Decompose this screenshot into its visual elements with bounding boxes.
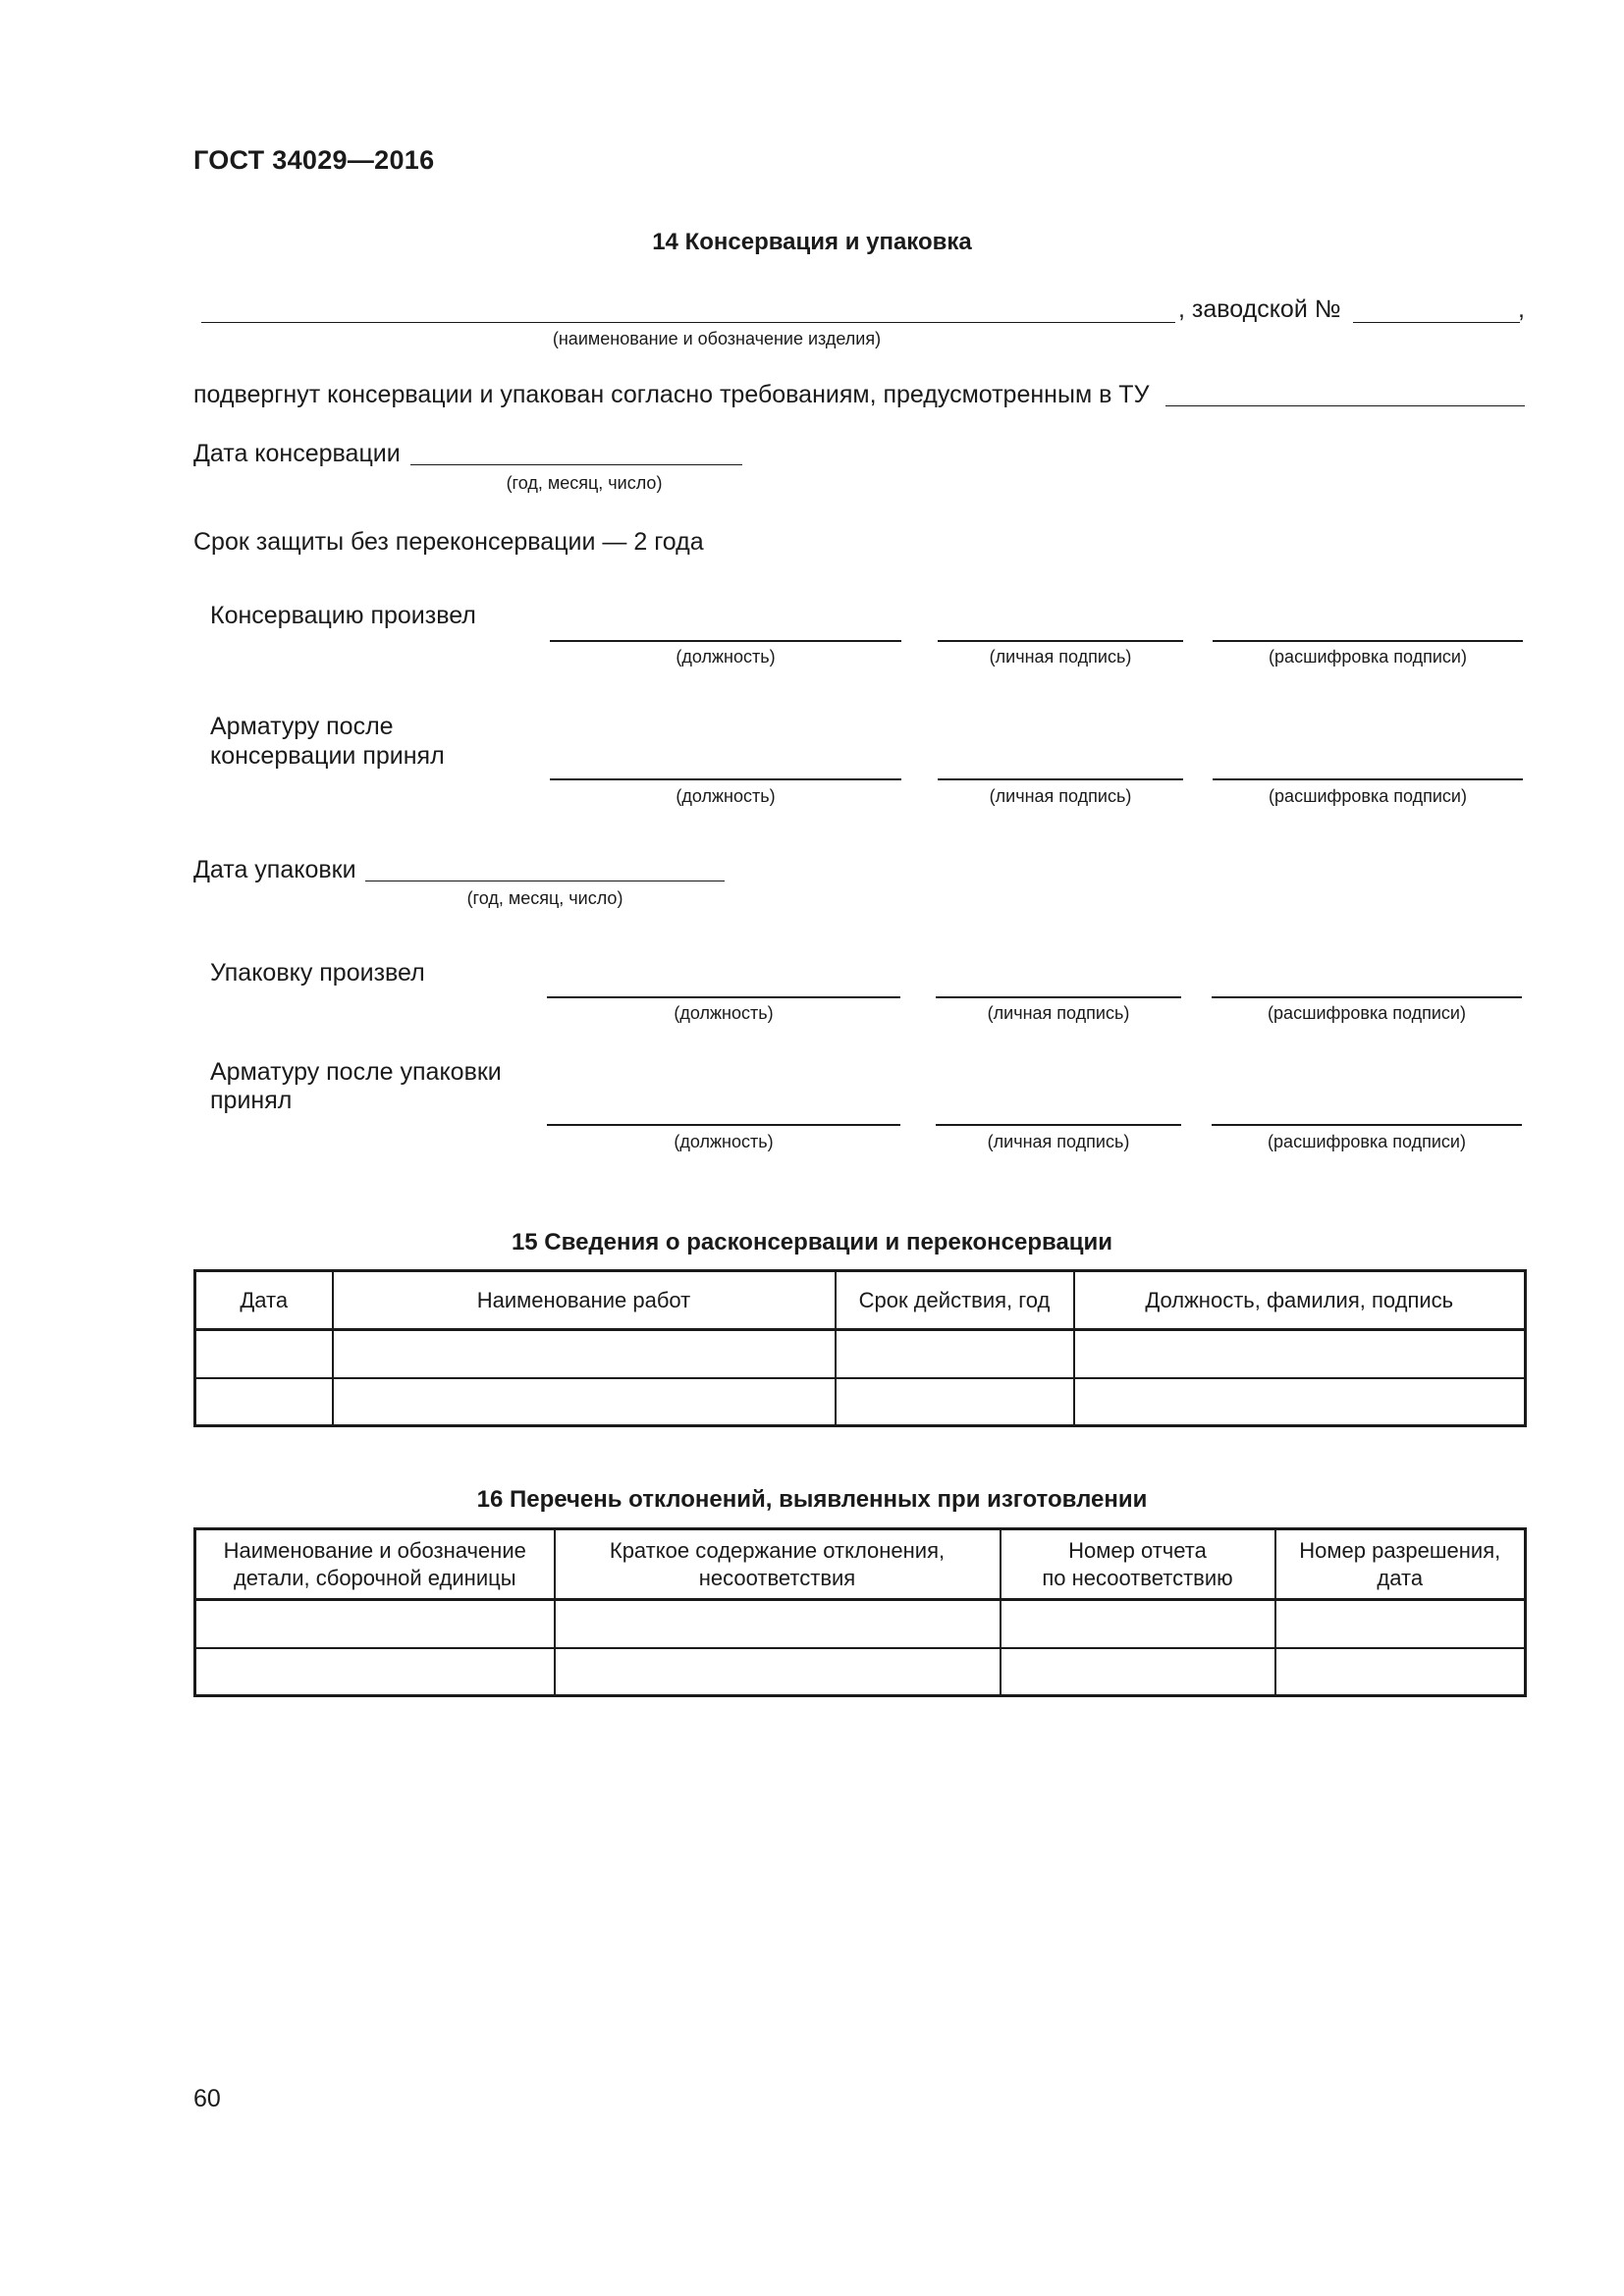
- table-cell[interactable]: [1074, 1330, 1526, 1378]
- sig1-decoding-line[interactable]: [1213, 640, 1523, 642]
- table-cell[interactable]: [195, 1600, 555, 1648]
- table-cell[interactable]: [195, 1648, 555, 1696]
- table-cell[interactable]: [555, 1648, 1001, 1696]
- conservation-date-label: Дата консервации: [193, 440, 401, 467]
- table-cell[interactable]: [1001, 1648, 1275, 1696]
- table-cell[interactable]: [1275, 1648, 1526, 1696]
- subjected-text: подвергнут консервации и упакован согласно требованиям, предусмотренным в ТУ: [193, 381, 1150, 408]
- sig1-position-caption: (должность): [676, 647, 776, 667]
- packing-date-caption: (год, месяц, число): [466, 888, 623, 908]
- table-row: [195, 1330, 1526, 1378]
- packing-date-label: Дата упаковки: [193, 856, 356, 883]
- sig2-signature-line[interactable]: [938, 778, 1183, 780]
- table-header-row: [195, 1529, 1526, 1600]
- col-work-name: Наименование работ: [333, 1271, 836, 1330]
- sig2-label-line2: консервации принял: [210, 742, 445, 770]
- table-cell[interactable]: [195, 1330, 333, 1378]
- sig2-position-caption: (должность): [676, 786, 776, 806]
- sig4-label-line2: принял: [210, 1087, 293, 1114]
- sig3-signature-line[interactable]: [936, 996, 1181, 998]
- document-code: ГОСТ 34029—2016: [193, 145, 435, 175]
- col-permit-number: Номер разрешения, дата: [1275, 1529, 1526, 1600]
- sig1-signature-line[interactable]: [938, 640, 1183, 642]
- sig2-signature-caption: (личная подпись): [989, 786, 1132, 806]
- table-cell[interactable]: [195, 1378, 333, 1426]
- col-position-name-signature: Должность, фамилия, подпись: [1074, 1271, 1526, 1330]
- page-number: 60: [193, 2085, 221, 2112]
- table-cell[interactable]: [1074, 1378, 1526, 1426]
- col-part-name: Наименование и обозначение детали, сборочной единицы: [195, 1529, 555, 1600]
- deviations-table: [193, 1527, 1527, 1697]
- table-cell[interactable]: [836, 1330, 1074, 1378]
- table-row: [195, 1600, 1526, 1648]
- col-deviation-summary: Краткое содержание отклонения, несоответствия: [555, 1529, 1001, 1600]
- sig2-decoding-caption: (расшифровка подписи): [1269, 786, 1467, 806]
- sig4-label-line1: Арматуру после упаковки: [210, 1058, 502, 1086]
- sig2-label-line1: Арматуру после: [210, 713, 394, 740]
- sig4-decoding-caption: (расшифровка подписи): [1268, 1132, 1466, 1151]
- section-16-title: 16 Перечень отклонений, выявленных при изготовлении: [476, 1486, 1148, 1513]
- tu-line[interactable]: [1165, 405, 1525, 406]
- table-cell[interactable]: [836, 1378, 1074, 1426]
- table-row: [195, 1648, 1526, 1696]
- section-15-title: 15 Сведения о расконсервации и переконсервации: [511, 1229, 1113, 1255]
- col-report-number: Номер отчета по несоответствию: [1001, 1529, 1275, 1600]
- table-cell[interactable]: [333, 1378, 836, 1426]
- sig3-position-line[interactable]: [547, 996, 900, 998]
- product-caption: (наименование и обозначение изделия): [552, 329, 882, 348]
- col-date: Дата: [195, 1271, 333, 1330]
- table-cell[interactable]: [1001, 1600, 1275, 1648]
- factory-number-line[interactable]: [1353, 322, 1520, 323]
- col-validity: Срок действия, год: [836, 1271, 1074, 1330]
- table-header-row: [195, 1271, 1526, 1330]
- table-cell[interactable]: [1275, 1600, 1526, 1648]
- sig4-signature-line[interactable]: [936, 1124, 1181, 1126]
- factory-number-label: , заводской №: [1178, 295, 1341, 323]
- sig3-position-caption: (должность): [674, 1003, 774, 1023]
- sig4-position-line[interactable]: [547, 1124, 900, 1126]
- trailing-comma: ,: [1518, 295, 1525, 323]
- section-14-title: 14 Консервация и упаковка: [652, 229, 972, 255]
- product-name-line[interactable]: [201, 322, 1175, 323]
- sig1-signature-caption: (личная подпись): [989, 647, 1132, 667]
- sig3-decoding-line[interactable]: [1212, 996, 1522, 998]
- sig4-position-caption: (должность): [674, 1132, 774, 1151]
- sig2-position-line[interactable]: [550, 778, 901, 780]
- table-cell[interactable]: [555, 1600, 1001, 1648]
- sig3-label: Упаковку произвел: [210, 959, 425, 987]
- conservation-date-line[interactable]: [410, 464, 742, 465]
- sig1-label: Консервацию произвел: [210, 602, 476, 629]
- sig3-signature-caption: (личная подпись): [987, 1003, 1130, 1023]
- sig3-decoding-caption: (расшифровка подписи): [1268, 1003, 1466, 1023]
- sig1-position-line[interactable]: [550, 640, 901, 642]
- protection-term: Срок защиты без переконсервации — 2 года: [193, 528, 704, 556]
- sig2-decoding-line[interactable]: [1213, 778, 1523, 780]
- conservation-date-caption: (год, месяц, число): [506, 473, 663, 493]
- recon-table: [193, 1269, 1527, 1427]
- table-row: [195, 1378, 1526, 1426]
- sig4-decoding-line[interactable]: [1212, 1124, 1522, 1126]
- sig1-decoding-caption: (расшифровка подписи): [1269, 647, 1467, 667]
- table-cell[interactable]: [333, 1330, 836, 1378]
- sig4-signature-caption: (личная подпись): [987, 1132, 1130, 1151]
